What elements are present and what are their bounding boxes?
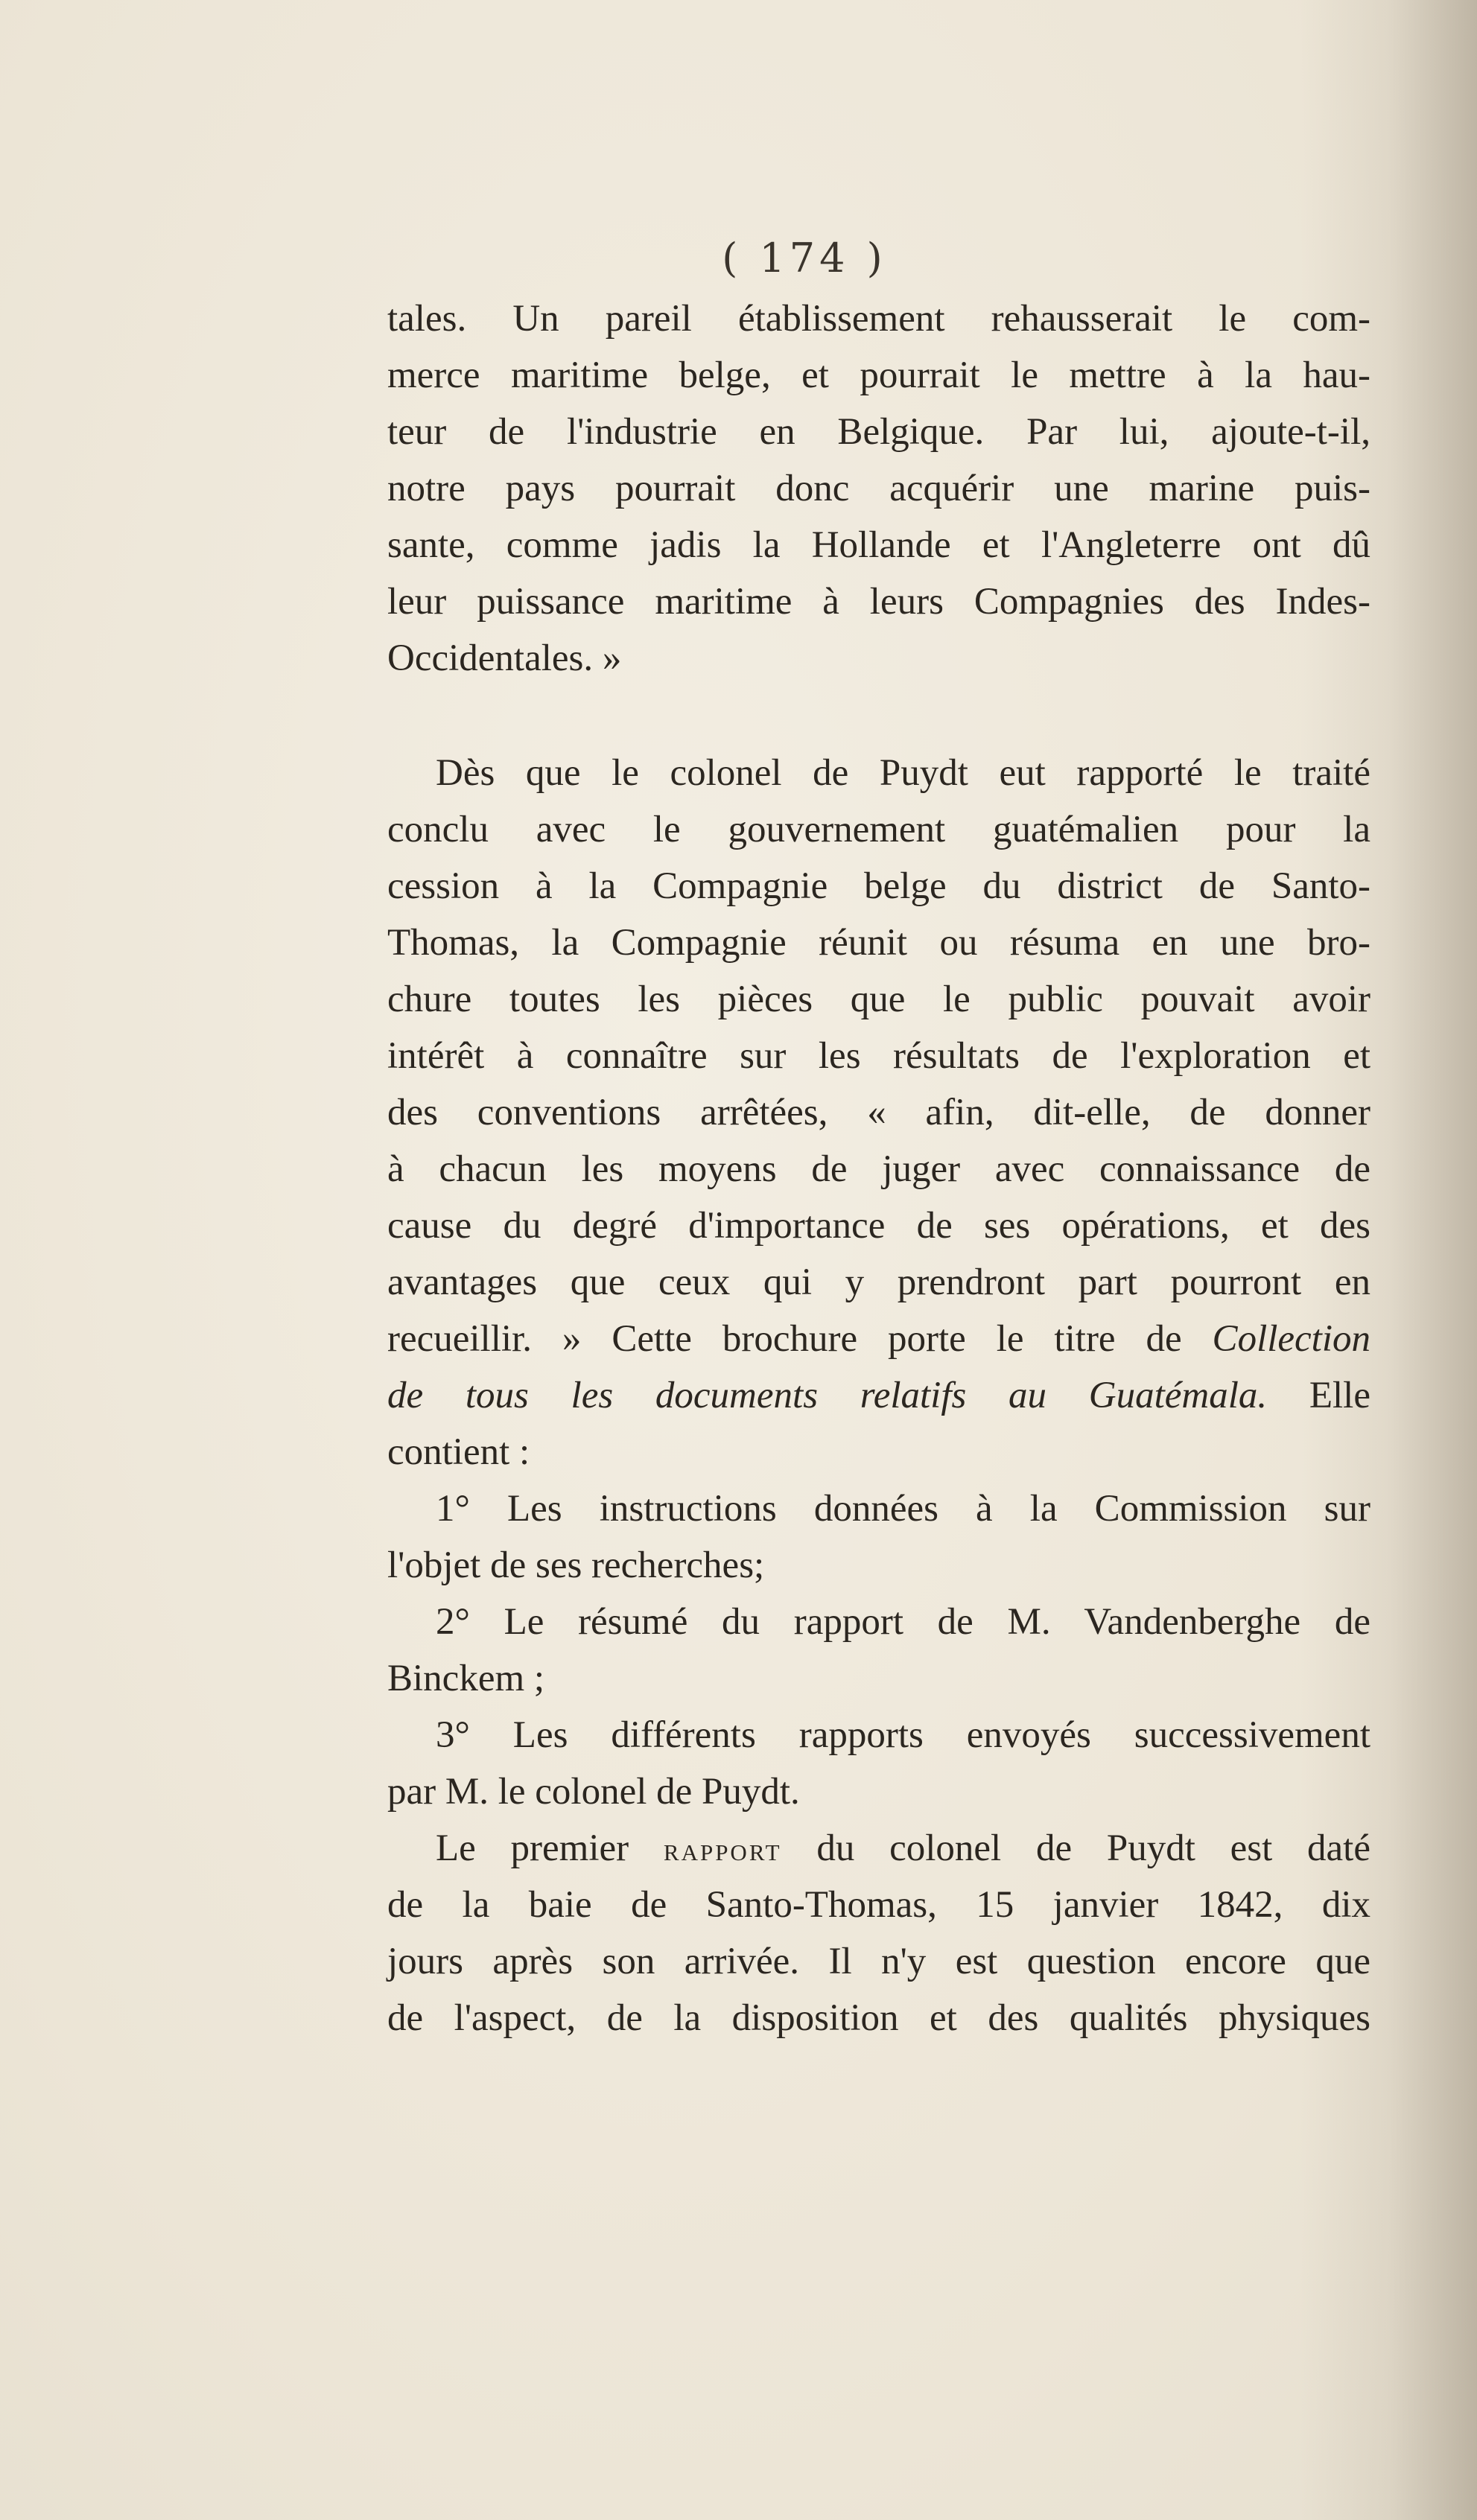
text-line: 1° Les instructions données à la Commission sur (436, 1488, 1370, 1530)
text-line: de la baie de Santo-Thomas, 15 janvier 1842, dix (387, 1884, 1370, 1926)
text-line: Binckem ; (387, 1658, 545, 1699)
text-segment: recueillir. » Cette brochure porte le titre de (387, 1318, 1182, 1360)
text-line: des conventions arrêtées, « afin, dit-elle, de donner (387, 1092, 1370, 1133)
text-line: tales. Un pareil établissement rehausserait le com- (387, 298, 1370, 340)
title-italic: Collection (1212, 1318, 1371, 1360)
text-line (387, 1820, 1370, 1877)
text-segment: Le premier (436, 1827, 664, 1869)
text-line: leur puissance maritime à leurs Compagnies des Indes- (387, 581, 1370, 623)
small-caps-word: rapport (663, 1831, 782, 1868)
body-text (387, 290, 1370, 2046)
text-segment: du colonel de Puydt est daté (781, 1827, 1370, 1869)
text-line (387, 1367, 1370, 1424)
text-line: sante, comme jadis la Hollande et l'Angleterre ont dû (387, 524, 1370, 566)
text-line: l'objet de ses recherches; (387, 1544, 765, 1586)
text-line: Occidentales. » (387, 637, 622, 679)
text-line: Thomas, la Compagnie réunit ou résuma en une bro- (387, 922, 1370, 964)
paragraph-gap (387, 687, 1370, 745)
text-line: teur de l'industrie en Belgique. Par lui, ajoute-t-il, (387, 411, 1370, 453)
title-italic: de tous les documents relatifs au Guatémala. (387, 1375, 1268, 1416)
text-line: cession à la Compagnie belge du district de Santo- (387, 865, 1370, 907)
text-line: à chacun les moyens de juger avec connaissance de (387, 1148, 1370, 1190)
text-line: notre pays pourrait donc acquérir une marine puis- (387, 468, 1370, 509)
text-line: Dès que le colonel de Puydt eut rapporté le traité (436, 752, 1370, 794)
text-line: chure toutes les pièces que le public pouvait avoir (387, 979, 1370, 1020)
text-line: cause du degré d'importance de ses opérations, et des (387, 1205, 1370, 1247)
text-line: par M. le colonel de Puydt. (387, 1771, 800, 1813)
text-line: conclu avec le gouvernement guatémalien pour la (387, 809, 1370, 850)
text-line: intérêt à connaître sur les résultats de l'exploration et (387, 1035, 1370, 1077)
text-line: de l'aspect, de la disposition et des qualités physiques (387, 1997, 1370, 2039)
text-line: 3° Les différents rapports envoyés successivement (436, 1714, 1370, 1756)
text-line: merce maritime belge, et pourrait le mettre à la hau- (387, 354, 1370, 396)
page-number: ( 174 ) (722, 235, 887, 281)
text-line: contient : (387, 1431, 530, 1473)
text-line: avantages que ceux qui y prendront part pourront en (387, 1261, 1370, 1303)
text-line: 2° Le résumé du rapport de M. Vandenberghe de (436, 1601, 1370, 1643)
text-line (387, 1311, 1370, 1367)
text-segment: Elle (1267, 1375, 1370, 1416)
text-line: jours après son arrivée. Il n'y est question encore que (387, 1941, 1370, 1982)
